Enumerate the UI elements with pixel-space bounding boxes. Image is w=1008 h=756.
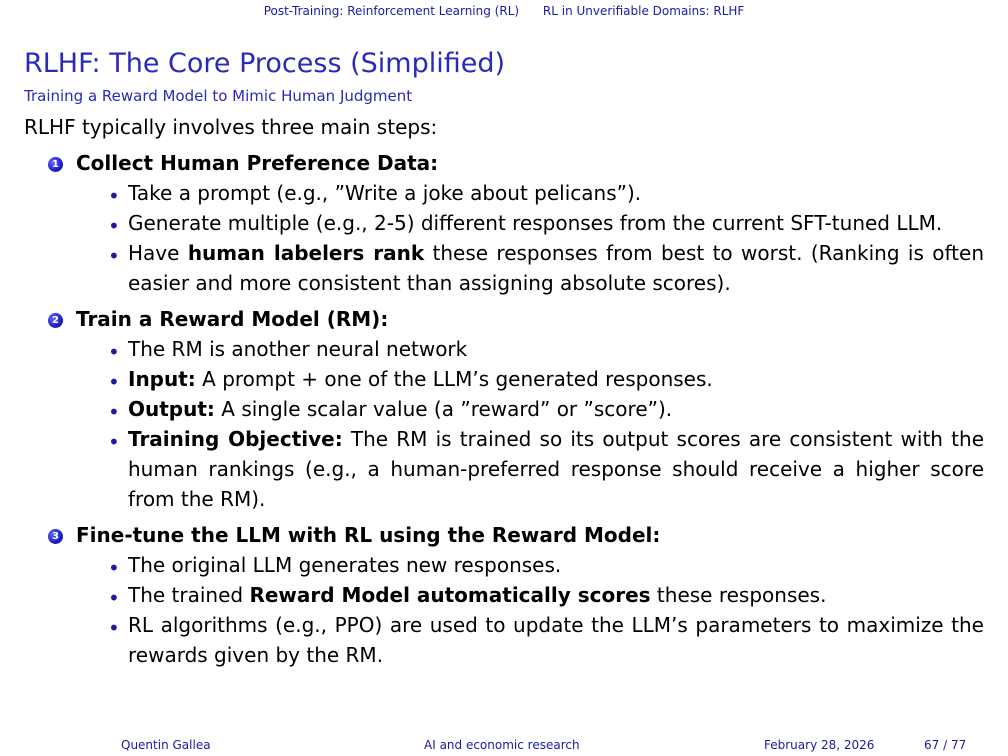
bullet-bold-text: human labelers rank <box>187 241 425 265</box>
bullet-icon: • <box>108 616 120 640</box>
list-item <box>24 610 984 670</box>
bullet-text: A prompt + one of the LLM’s generated responses. <box>195 367 713 391</box>
bullet-text: A single scalar value (a ”reward” or ”score”). <box>214 397 673 421</box>
bullet-icon: • <box>108 184 120 208</box>
list-item <box>24 424 984 514</box>
footer-date: February 28, 2026 <box>764 738 875 752</box>
step-heading <box>24 148 984 178</box>
slide-footer <box>0 738 1008 754</box>
bullet-icon: • <box>108 400 120 424</box>
bullet-text: Take a prompt (e.g., ”Write a joke about pelicans”). <box>128 181 642 205</box>
step-2 <box>24 304 984 514</box>
bullet-icon: • <box>108 214 120 238</box>
slide-body <box>24 112 984 670</box>
slide-subtitle: Training a Reward Model to Mimic Human Judgment <box>24 87 413 105</box>
bullet-bold-text: Reward Model automatically scores <box>249 583 651 607</box>
bullet-bold-text: Input: <box>128 367 196 391</box>
bullet-list <box>24 178 984 298</box>
list-item <box>24 334 984 364</box>
list-item <box>24 364 984 394</box>
bullet-list <box>24 550 984 670</box>
step-3 <box>24 520 984 670</box>
list-item <box>24 580 984 610</box>
list-item <box>24 550 984 580</box>
bullet-list <box>24 334 984 514</box>
list-item <box>24 238 984 298</box>
list-item <box>24 178 984 208</box>
step-title: Train a Reward Model (RM): <box>76 307 389 331</box>
bullet-text: these responses. <box>650 583 827 607</box>
bullet-text: these responses from best to worst. (Ranking is often easier and more consistent than assigning absolute scores). <box>128 241 985 295</box>
bullet-text: Generate multiple (e.g., 2-5) different responses from the current SFT-tuned LLM. <box>128 211 943 235</box>
step-number-icon: 3 <box>48 529 63 544</box>
bullet-icon: • <box>108 586 120 610</box>
step-heading <box>24 304 984 334</box>
bullet-bold-text: Training Objective: <box>128 427 343 451</box>
step-title: Collect Human Preference Data: <box>76 151 439 175</box>
bullet-text: RL algorithms (e.g., PPO) are used to update the LLM’s parameters to maximize the rewards given by the RM. <box>128 613 984 667</box>
footer-author: Quentin Gallea <box>121 738 211 752</box>
header-section-link[interactable]: Post-Training: Reinforcement Learning (RL) <box>263 4 520 18</box>
bullet-text: The RM is trained so its output scores are consistent with the human rankings (e.g., a human-preferred response should receive a higher score from the RM). <box>128 427 984 511</box>
step-heading <box>24 520 984 550</box>
bullet-icon: • <box>108 244 120 268</box>
bullet-bold-text: Output: <box>128 397 215 421</box>
bullet-icon: • <box>108 430 120 454</box>
bullet-icon: • <box>108 340 120 364</box>
footer-course: AI and economic research <box>424 738 580 752</box>
slide-title: RLHF: The Core Process (Simplified) <box>24 48 506 79</box>
step-number-icon: 2 <box>48 313 63 328</box>
intro-text: RLHF typically involves three main steps: <box>24 115 438 139</box>
list-item <box>24 394 984 424</box>
bullet-text: Have <box>128 241 188 265</box>
step-title: Fine-tune the LLM with RL using the Reward Model: <box>76 523 661 547</box>
bullet-icon: • <box>108 370 120 394</box>
step-1 <box>24 148 984 298</box>
footer-page-number: 67 / 77 <box>924 738 967 752</box>
slide-header <box>0 4 1008 18</box>
bullet-icon: • <box>108 556 120 580</box>
bullet-text: The trained <box>128 583 250 607</box>
list-item <box>24 208 984 238</box>
header-subsection-link[interactable]: RL in Unverifiable Domains: RLHF <box>542 4 745 18</box>
bullet-text: The RM is another neural network <box>128 337 468 361</box>
bullet-text: The original LLM generates new responses. <box>128 553 562 577</box>
step-number-icon: 1 <box>48 157 63 172</box>
